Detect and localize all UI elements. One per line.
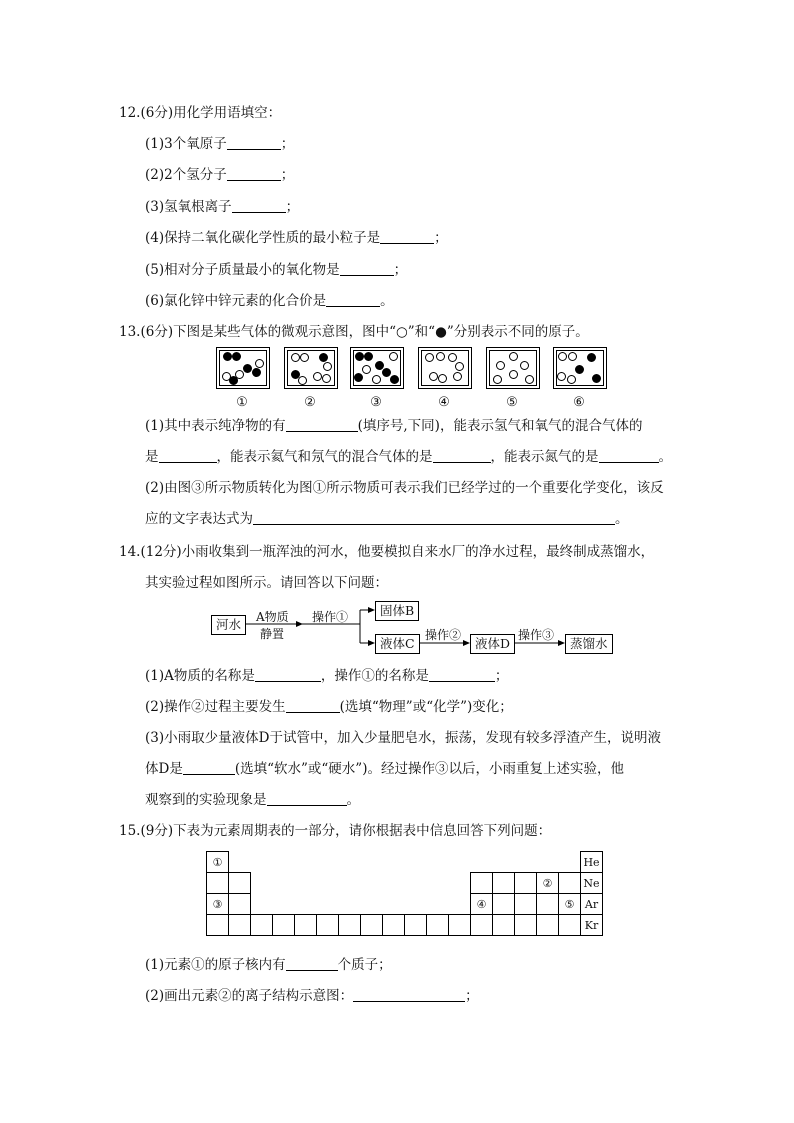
molecule-label-1: ①: [236, 395, 248, 410]
q14-part2: (2)操作②过程主要发生 (选填“物理”或“化学”)变化；: [145, 699, 513, 715]
element-ar-cell: Ar: [581, 894, 603, 915]
flow-solid-b: 固体B: [375, 601, 419, 621]
molecule-label-3: ③: [370, 395, 382, 410]
element-4-cell: ④: [471, 894, 493, 915]
flow-label-op1: 操作①: [312, 610, 349, 624]
periodic-table: [206, 851, 603, 936]
q12-item-3: (3)氢氧根离子 ；: [145, 199, 300, 215]
q12-title: 12.(6分)用化学用语填空：: [119, 105, 282, 121]
q13-part1-line2: 是 ，能表示氦气和氖气的混合气体的是 ，能表示氮气的是 。: [145, 449, 672, 465]
answer-blank[interactable]: [286, 699, 340, 713]
answer-blank[interactable]: [255, 668, 321, 682]
flow-liquid-d: 液体D: [470, 634, 515, 654]
q12-item-2: (2)2个氢分子 ；: [145, 167, 295, 183]
molecule-label-5: ⑤: [506, 395, 518, 410]
q12-item-6: (6)氯化锌中锌元素的化合价是 。: [145, 293, 394, 309]
molecule-label-2: ②: [304, 395, 316, 410]
flow-label-op2: 操作②: [425, 628, 462, 642]
element-2-cell: ②: [537, 873, 559, 894]
element-3-cell: ③: [207, 894, 229, 915]
answer-blank[interactable]: [429, 668, 495, 682]
q15-title: 15.(9分)下表为元素周期表的一部分，请你根据表中信息回答下列问题：: [119, 823, 552, 839]
flow-distilled-water: 蒸馏水: [565, 634, 613, 654]
q14-part3-line2: 体D是 (选填“软水”或“硬水”)。经过操作③以后，小雨重复上述实验，他: [145, 761, 624, 777]
q12-item-4: (4)保持二氧化碳化学性质的最小粒子是 ；: [145, 230, 448, 246]
q15-part1: (1)元素①的原子核内有 个质子；: [145, 957, 392, 973]
molecule-label-4: ④: [438, 395, 450, 410]
answer-blank[interactable]: [183, 761, 235, 775]
q13-part1-line1: (1)其中表示纯净物的有 (填序号,下同)，能表示氢气和氧气的混合气体的: [145, 418, 643, 434]
q15-part2: (2)画出元素②的离子结构示意图： ；: [145, 988, 479, 1004]
answer-blank[interactable]: [267, 792, 347, 806]
flow-label-settle: 静置: [260, 627, 285, 641]
q14-part1: (1)A物质的名称是 ，操作①的名称是 ；: [145, 668, 509, 684]
flow-label-a: A物质: [256, 610, 289, 624]
q14-part3-line3: 观察到的实验现象是 。: [145, 792, 360, 808]
answer-blank[interactable]: [286, 957, 338, 971]
q12-item-1: (1)3个氧原子 ；: [145, 136, 295, 152]
element-ne-cell: Ne: [581, 873, 603, 894]
q13-part2-line1: (2)由图③所示物质转化为图①所示物质可表示我们已经学过的一个重要化学变化，该反: [145, 480, 664, 496]
element-he-cell: He: [581, 852, 603, 873]
element-1-cell: ①: [207, 852, 229, 873]
q14-title-line2: 其实验过程如图所示。请回答以下问题：: [145, 575, 388, 591]
flow-label-op3: 操作③: [518, 628, 555, 642]
q13-title: 13.(6分)下图是某些气体的微观示意图，图中“○”和“●”分别表示不同的原子。: [119, 324, 589, 340]
element-5-cell: ⑤: [559, 894, 581, 915]
q14-title-line1: 14.(12分)小雨收集到一瓶浑浊的河水，他要模拟自来水厂的净水过程，最终制成蒸馏水，: [119, 544, 655, 560]
q12-item-5: (5)相对分子质量最小的氧化物是 ；: [145, 262, 408, 278]
molecule-label-6: ⑥: [573, 395, 585, 410]
flow-liquid-c: 液体C: [375, 634, 420, 654]
flow-river-water: 河水: [211, 615, 246, 635]
q14-part3-line1: (3)小雨取少量液体D于试管中，加入少量肥皂水，振荡，发现有较多浮渣产生，说明液: [145, 730, 661, 746]
q13-part2-line2: 应的文字表达式为 。: [145, 511, 629, 527]
answer-blank[interactable]: [353, 988, 465, 1002]
element-kr-cell: Kr: [581, 915, 603, 936]
